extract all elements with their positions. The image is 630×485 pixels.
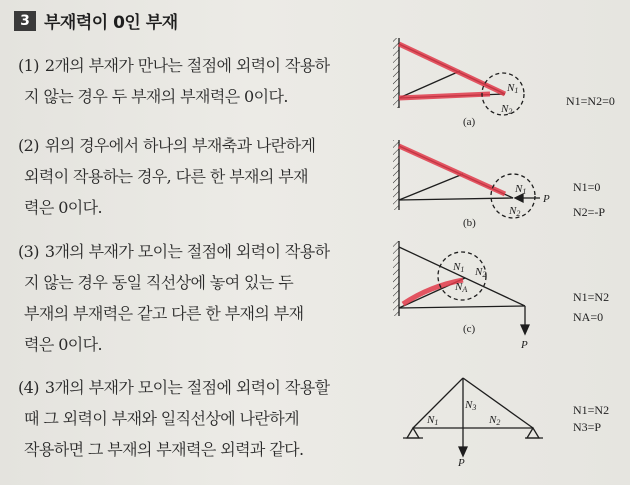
label-N1-b: N1 bbox=[515, 183, 527, 196]
result-c-1: N1=N2 bbox=[573, 290, 610, 304]
label-P-b: P bbox=[543, 193, 550, 205]
section-title: 부재력이 0인 부재 bbox=[44, 13, 178, 33]
label-N2-a: N2 bbox=[501, 103, 513, 116]
caption-b: (b) bbox=[463, 217, 476, 229]
label-N1-a: N1 bbox=[507, 82, 519, 95]
item-line: 3개의 부재가 모이는 절점에 외력이 작용할 bbox=[44, 378, 330, 397]
label-N3-d: N3 bbox=[465, 399, 477, 412]
label-N1-c: N1 bbox=[453, 261, 465, 274]
result-b-1: N1=0 bbox=[573, 180, 601, 194]
result-b-2: N2=-P bbox=[573, 205, 606, 219]
result-d-1: N1=N2 bbox=[573, 403, 610, 417]
rule-item-1 bbox=[18, 50, 378, 112]
item-number: (2) bbox=[18, 136, 39, 155]
label-N2-c: N2 bbox=[475, 266, 487, 279]
item-line: 2개의 부재가 만나는 절점에 외력이 작용하 bbox=[44, 56, 330, 75]
caption-a: (a) bbox=[463, 116, 476, 128]
label-NA-c: NA bbox=[455, 281, 468, 294]
label-P-c: P bbox=[521, 339, 528, 351]
caption-c: (c) bbox=[463, 323, 476, 335]
label-P-d: P bbox=[458, 457, 465, 469]
item-line: 력은 0이다. bbox=[24, 335, 102, 354]
item-line: 때 그 외력이 부재와 일직선상에 나란하게 bbox=[24, 409, 299, 428]
figure-b bbox=[393, 140, 540, 218]
item-line: 작용하면 그 부재의 부재력은 외력과 같다. bbox=[24, 440, 304, 459]
item-number: (1) bbox=[18, 56, 39, 75]
item-line: 위의 경우에서 하나의 부재축과 나란하게 bbox=[44, 136, 316, 155]
item-line: 외력이 작용하는 경우, 다른 한 부재의 부재 bbox=[24, 167, 308, 186]
result-d-2: N3=P bbox=[573, 420, 602, 434]
rule-item-4 bbox=[18, 372, 378, 465]
item-line: 지 않는 경우 두 부재의 부재력은 0이다. bbox=[24, 87, 288, 106]
item-line: 력은 0이다. bbox=[24, 198, 102, 217]
figure-d bbox=[403, 378, 543, 456]
item-line: 3개의 부재가 모이는 절점에 외력이 작용하 bbox=[44, 242, 330, 261]
label-N1-d: N1 bbox=[427, 414, 439, 427]
item-line: 부재의 부재력은 같고 다른 한 부재의 부재 bbox=[24, 304, 304, 323]
section-number: 3 bbox=[14, 11, 36, 31]
result-a: N1=N2=0 bbox=[566, 94, 615, 108]
label-N2-b: N2 bbox=[509, 205, 521, 218]
rule-item-3 bbox=[18, 236, 378, 360]
rule-item-2 bbox=[18, 130, 378, 223]
item-line: 지 않는 경우 동일 직선상에 놓여 있는 두 bbox=[24, 273, 294, 292]
item-number: (3) bbox=[18, 242, 39, 261]
section-header bbox=[14, 8, 178, 33]
result-c-2: NA=0 bbox=[573, 310, 604, 324]
item-number: (4) bbox=[18, 378, 39, 397]
label-N2-d: N2 bbox=[489, 414, 501, 427]
